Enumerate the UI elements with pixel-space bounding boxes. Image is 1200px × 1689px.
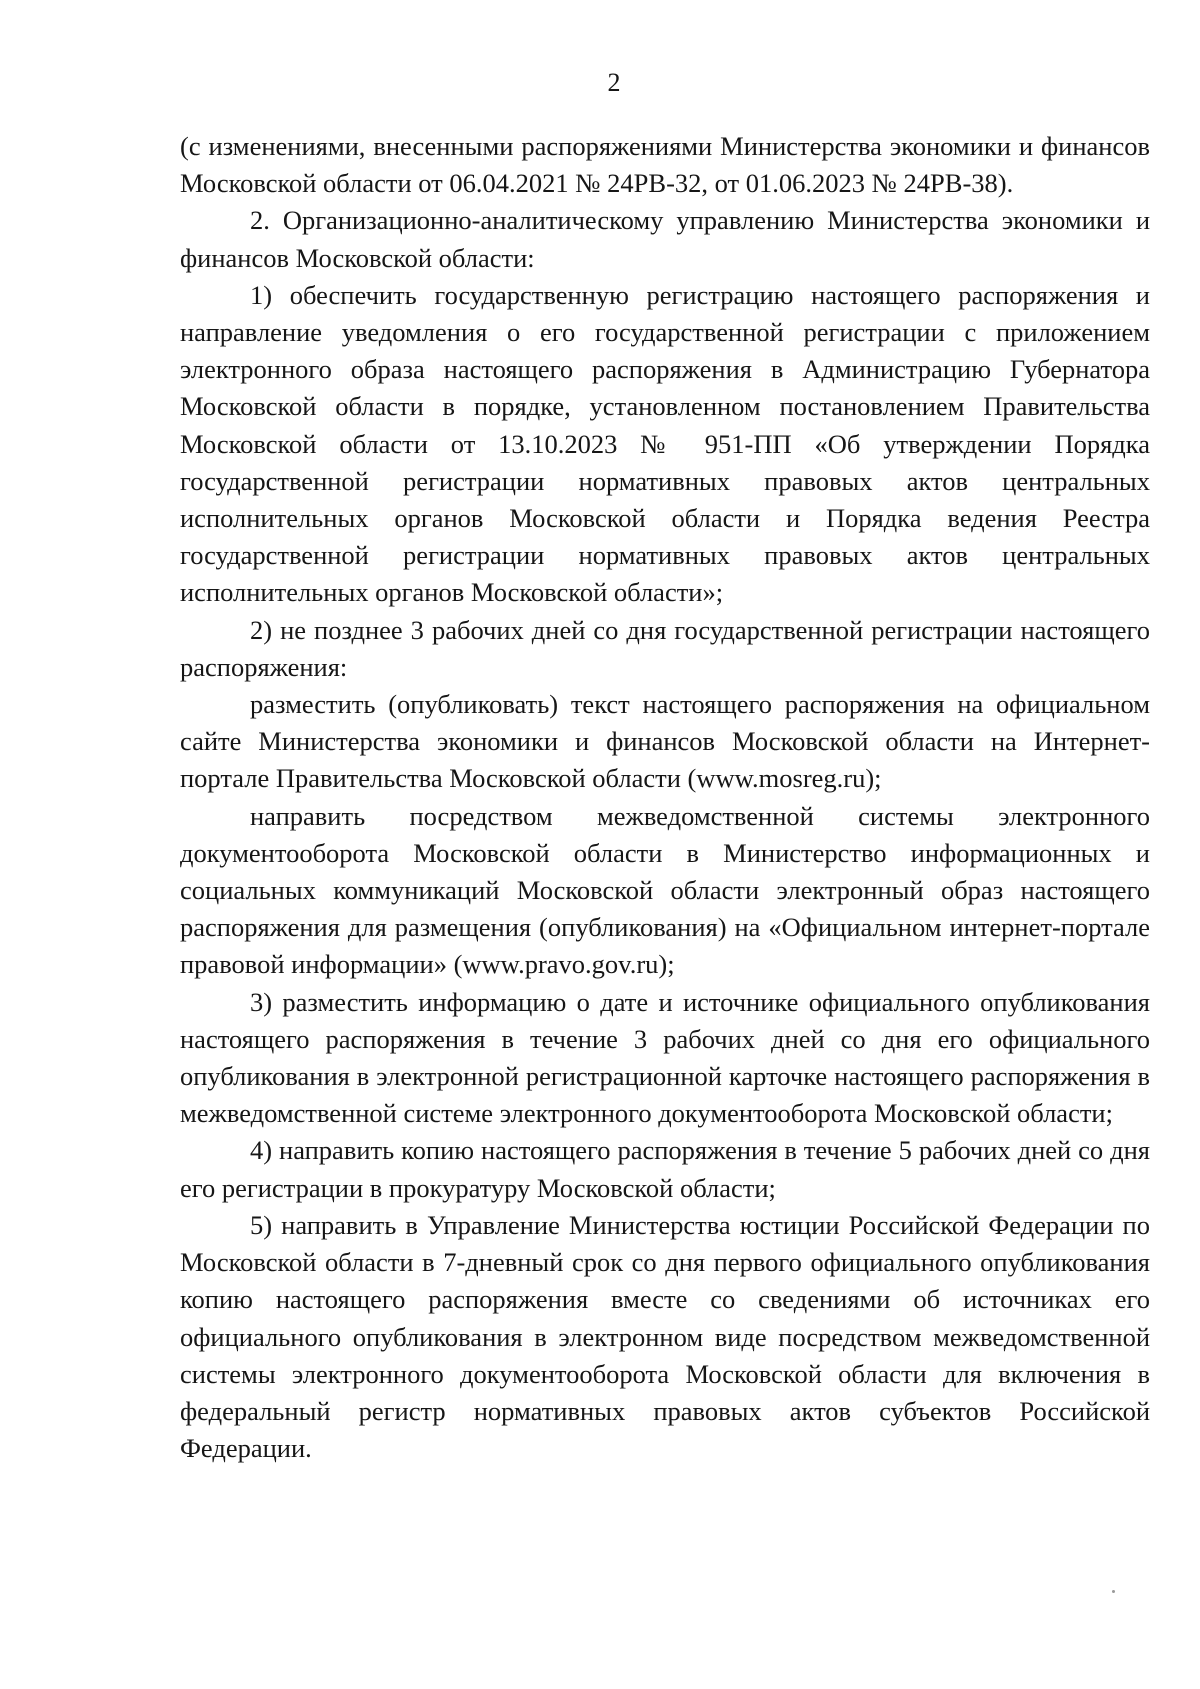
scan-speck xyxy=(1112,1590,1115,1593)
paragraph-amendments-note: (с изменениями, внесенными распоряжениями Министерства экономики и финансов Московской области от 06.04.2021 № 24РВ-32, от 01.06.2023 № 24РВ-38). xyxy=(180,131,1150,199)
paragraph-item-2-5: 5) направить в Управление Министерства юстиции Российской Федерации по Московской области в 7-дневный срок со дня первого официального опубликования копию настоящего распоряжения вместе со сведениями об источниках его официального опубликования в электронном виде посредством межведомственной системы электронного документооборота Московской области для включения в федеральный регистр нормативных правовых актов субъектов Российской Федерации. xyxy=(180,1209,1150,1464)
paragraph-item-2-2-publish: разместить (опубликовать) текст настоящего распоряжения на официальном сайте Министерства экономики и финансов Московской области на Интернет-портале Правительства Московской области (www.mosreg.ru); xyxy=(180,689,1150,794)
paragraph-item-2-1: 1) обеспечить государственную регистрацию настоящего распоряжения и направление уведомления о его государственной регистрации с приложением электронного образа настоящего распоряжения в Администрацию Губернатора Московской области в порядке, установленном постановлением Правительства Московской области от 13.10.2023 № 951-ПП «Об утверждении Порядка государственной регистрации нормативных правовых актов центральных исполнительных органов Московской области и Порядка ведения Реестра государственной регистрации нормативных правовых актов центральных исполнительных органов Московской области»; xyxy=(180,279,1150,608)
paragraph-item-2-2: 2) не позднее 3 рабочих дней со дня государственной регистрации настоящего распоряжения: xyxy=(180,614,1150,682)
paragraph-item-2: 2. Организационно-аналитическому управлению Министерства экономики и финансов Московской области: xyxy=(180,205,1150,273)
paragraph-item-2-3: 3) разместить информацию о дате и источнике официального опубликования настоящего распоряжения в течение 3 рабочих дней со дня его официального опубликования в электронной регистрационной карточке настоящего распоряжения в межведомственной системе электронного документооборота Московской области; xyxy=(180,986,1150,1129)
paragraph-item-2-2-send: направить посредством межведомственной системы электронного документооборота Московской области в Министерство информационных и социальных коммуникаций Московской области электронный образ настоящего распоряжения для размещения (опубликования) на «Официальном интернет-портале правовой информации» (www.pravo.gov.ru); xyxy=(180,800,1150,980)
document-body xyxy=(180,128,1150,1467)
page-number: 2 xyxy=(607,68,621,97)
paragraph-item-2-4: 4) направить копию настоящего распоряжения в течение 5 рабочих дней со дня его регистрации в прокуратуру Московской области; xyxy=(180,1135,1150,1203)
